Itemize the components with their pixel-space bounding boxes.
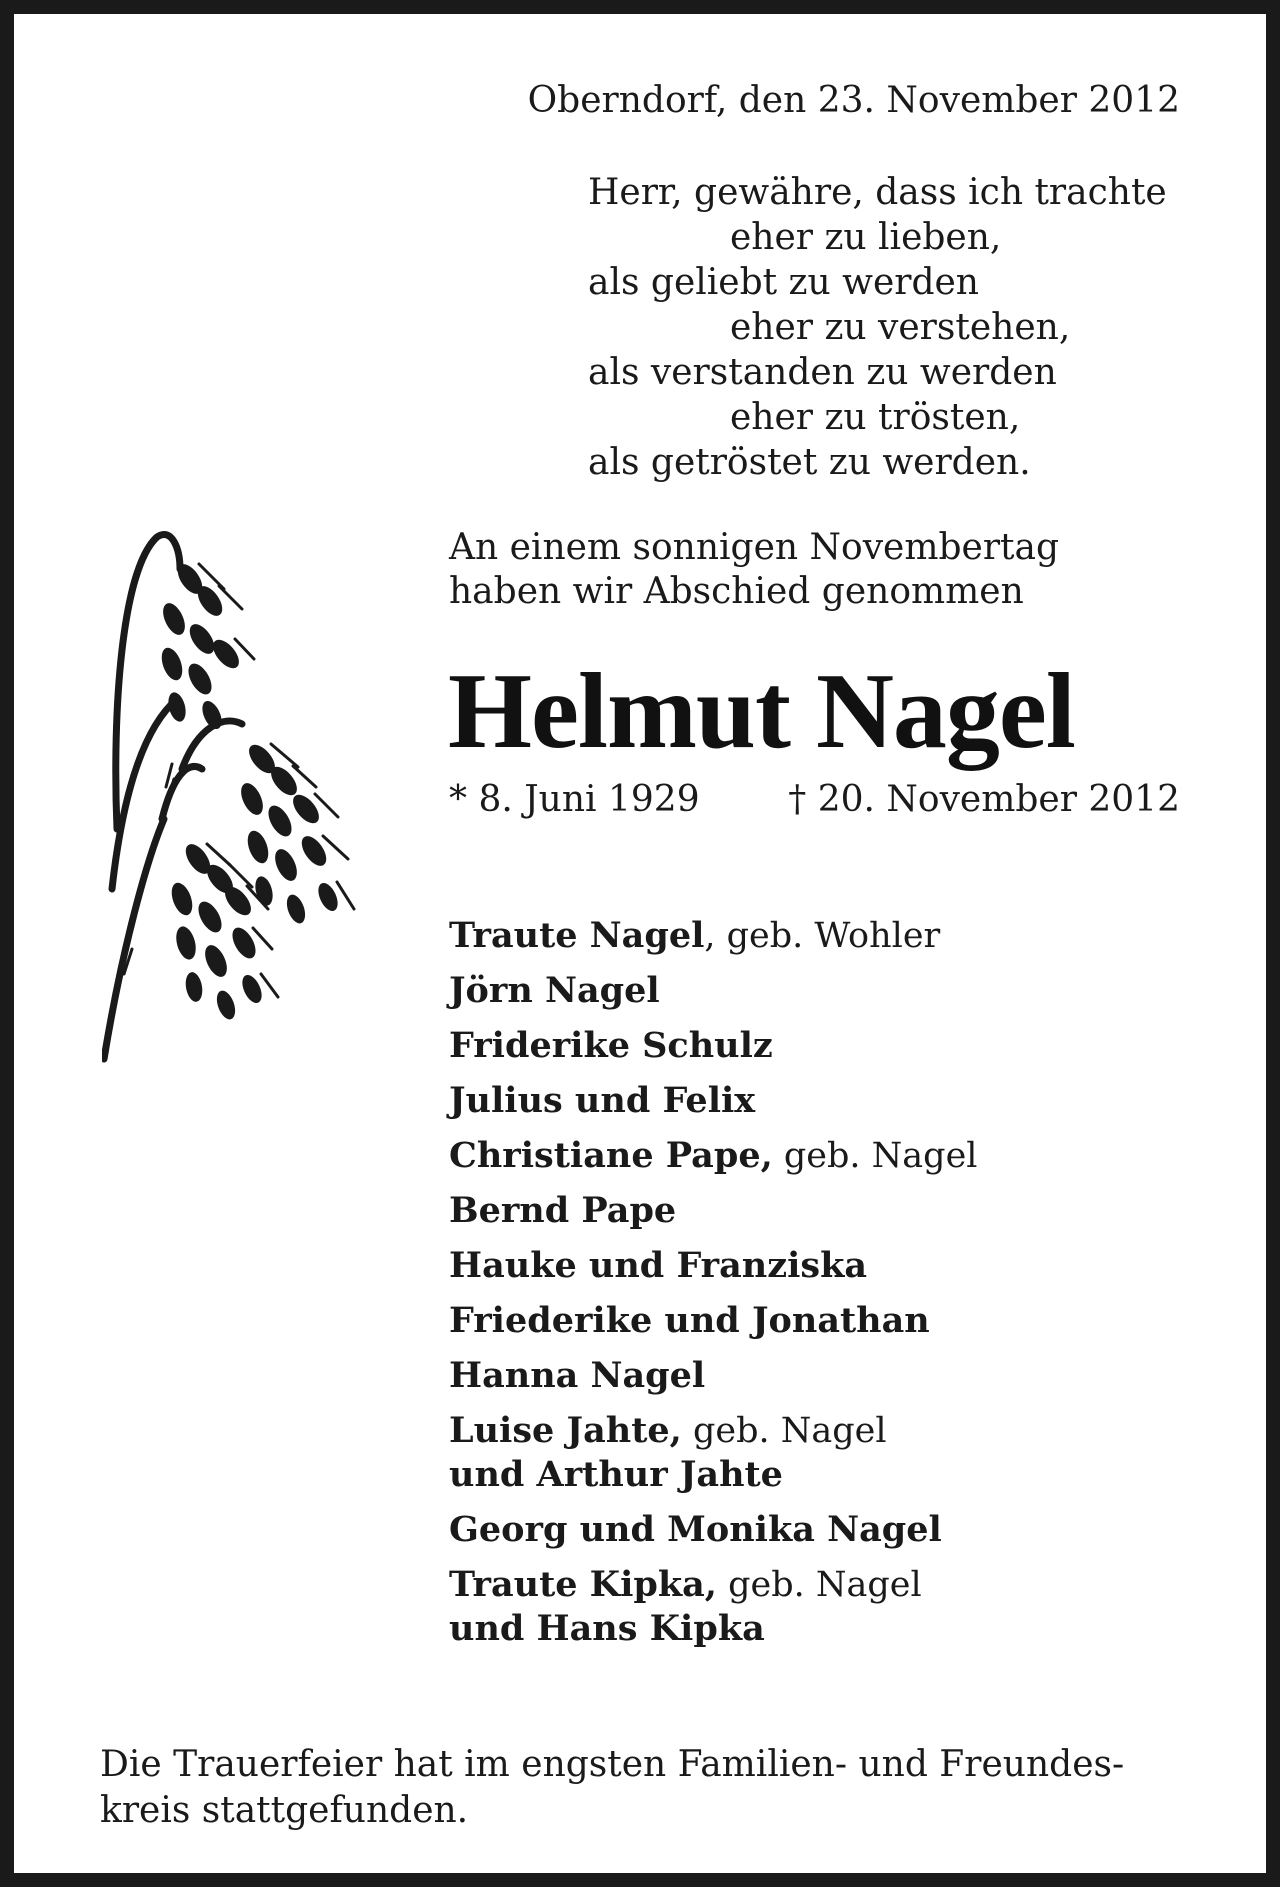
mourner-entry: Bernd Pape	[449, 1190, 677, 1231]
date-line: Oberndorf, den 23. November 2012	[527, 80, 1180, 121]
poem-line: als verstanden zu werden	[588, 352, 1057, 393]
intro-line: haben wir Abschied genommen	[449, 571, 1024, 612]
death-date: † 20. November 2012	[788, 779, 1180, 820]
mourner-entry: Hauke und Franziska	[449, 1245, 868, 1286]
mourner-entry: Julius und Felix	[449, 1080, 756, 1121]
mourner-entry: Luise Jahte, geb. Nagel und Arthur Jahte	[449, 1410, 887, 1495]
poem-line: als geliebt zu werden	[588, 262, 979, 303]
birth-date: * 8. Juni 1929	[449, 779, 700, 820]
mourner-entry: Traute Kipka, geb. Nagel und Hans Kipka	[449, 1564, 922, 1649]
poem-line: eher zu trösten,	[730, 397, 1021, 438]
intro-line: An einem sonnigen Novembertag	[449, 527, 1060, 568]
intro-text	[449, 526, 1059, 614]
poem	[588, 170, 1167, 485]
funeral-note	[100, 1742, 1124, 1834]
mourner-entry: Jörn Nagel	[449, 970, 660, 1011]
mourner-entry: Georg und Monika Nagel	[449, 1509, 942, 1550]
mourner-entry: Hanna Nagel	[449, 1355, 706, 1396]
poem-line: eher zu lieben,	[730, 217, 1002, 258]
mourner-entry: Friderike Schulz	[449, 1025, 773, 1066]
mourner-entry: Christiane Pape, geb. Nagel	[449, 1135, 978, 1176]
poem-line: Herr, gewähre, dass ich trachte	[588, 172, 1167, 213]
wheat-ears-icon	[102, 529, 372, 1069]
mourner-entry: Friederike und Jonathan	[449, 1300, 930, 1341]
mourners-list	[449, 914, 977, 1662]
funeral-note-line: kreis stattgefunden.	[100, 1790, 469, 1831]
funeral-note-line: Die Trauerfeier hat im engsten Familien- und Freundes-	[100, 1744, 1125, 1785]
poem-line: eher zu verstehen,	[730, 307, 1071, 348]
poem-line: als getröstet zu werden.	[588, 442, 1031, 483]
deceased-name: Helmut Nagel	[448, 652, 1075, 771]
mourner-entry: Traute Nagel, geb. Wohler	[449, 915, 941, 956]
